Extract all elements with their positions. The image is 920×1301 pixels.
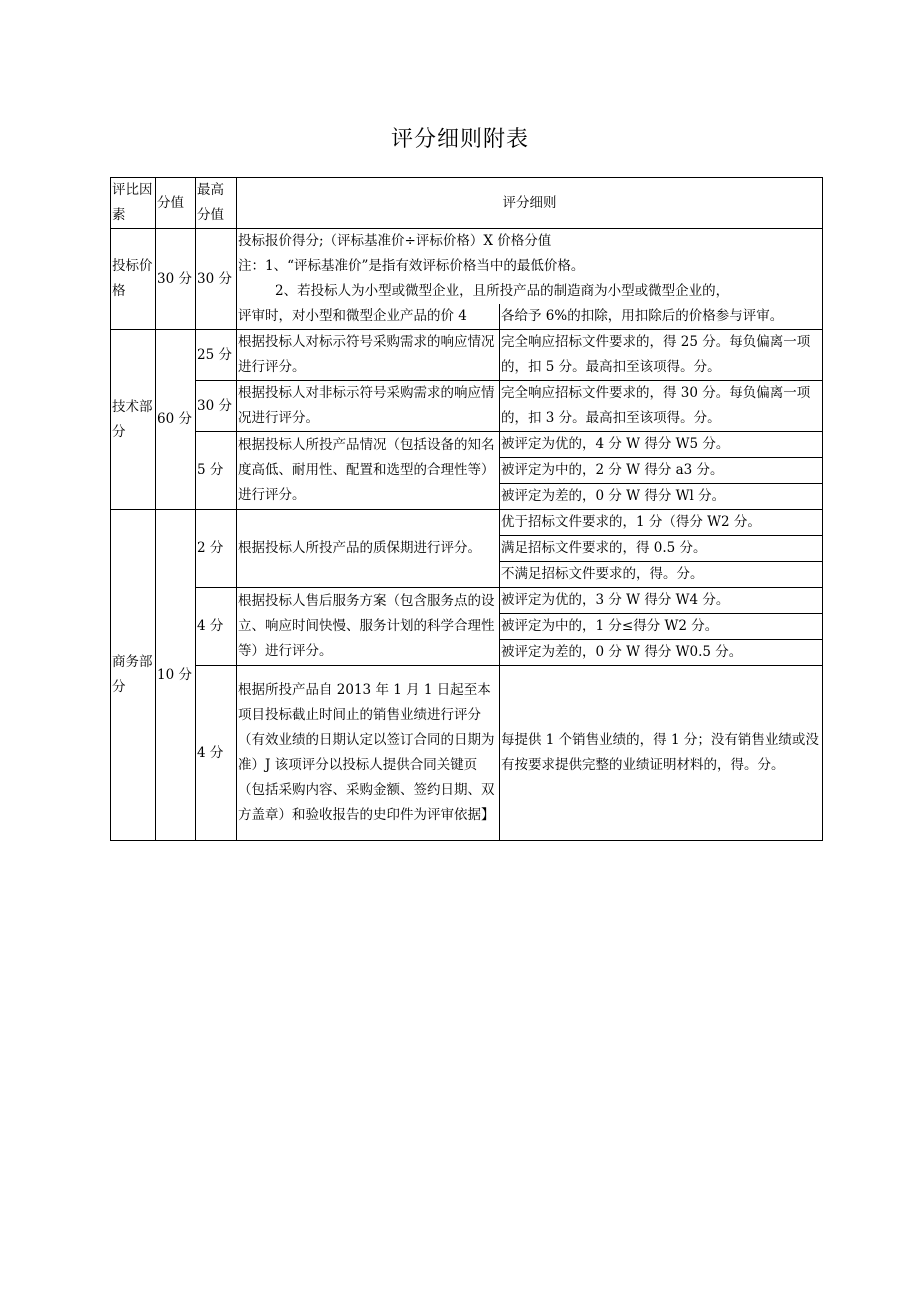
biz-rule-1c: 不满足招标文件要求的，得。分。: [500, 562, 823, 588]
tech-criterion-2: 根据投标人对非标示符号采购需求的响应情况进行评分。: [237, 381, 500, 432]
price-note-2: 2、若投标人为小型或微型企业，且所投产品的制造商为小型或微型企业的，: [275, 283, 730, 299]
tech-row-3a: [111, 432, 823, 458]
biz-rule-1a: 优于招标文件要求的，1 分（得分 W2 分。: [500, 510, 823, 536]
biz-max-3: 4 分: [196, 666, 237, 841]
biz-rule-2c: 被评定为差的，0 分 W 得分 W0.5 分。: [500, 640, 823, 666]
biz-score: 10 分: [156, 510, 196, 841]
price-max: 30 分: [196, 229, 237, 330]
tech-score: 60 分: [156, 330, 196, 510]
tech-max-3: 5 分: [196, 432, 237, 510]
price-note-3b: 各给予 6%的扣除，用扣除后的价格参与评审。: [500, 304, 823, 330]
tech-row-2: [111, 381, 823, 432]
price-note-3a: 评审时，对小型和微型企业产品的价 4: [237, 304, 500, 330]
biz-rule-2a: 被评定为优的，3 分 W 得分 W4 分。: [500, 588, 823, 614]
biz-max-2: 4 分: [196, 588, 237, 666]
price-note-1: 注：1、“评标基准价”是指有效评标价格当中的最低价格。: [238, 258, 585, 274]
price-factor: 投标价格: [111, 229, 156, 330]
tech-max-1: 25 分: [196, 330, 237, 381]
header-detail: 评分细则: [237, 178, 823, 229]
tech-criterion-1: 根据投标人对标示符号采购需求的响应情况进行评分。: [237, 330, 500, 381]
header-factor: 评比因素: [111, 178, 156, 229]
biz-row-1a: [111, 510, 823, 536]
tech-factor: 技术部分: [111, 330, 156, 510]
biz-rule-3: 每提供 1 个销售业绩的，得 1 分；没有销售业绩或没有按要求提供完整的业绩证明材料的，得。分。: [500, 666, 823, 841]
biz-row-3: [111, 666, 823, 841]
tech-rule-2: 完全响应招标文件要求的，得 30 分。每负偏离一项的，扣 3 分。最高扣至该项得。分。: [500, 381, 823, 432]
price-row: [111, 229, 823, 305]
tech-rule-1: 完全响应招标文件要求的，得 25 分。每负偏离一项的，扣 5 分。最高扣至该项得。分。: [500, 330, 823, 381]
scoring-table: [110, 177, 823, 841]
biz-rule-1b: 满足招标文件要求的，得 0.5 分。: [500, 536, 823, 562]
biz-criterion-2: 根据投标人售后服务方案（包含服务点的设立、响应时间快慢、服务计划的科学合理性等）进行评分。: [237, 588, 500, 666]
biz-rule-2b: 被评定为中的，1 分≤得分 W2 分。: [500, 614, 823, 640]
header-score: 分值: [156, 178, 196, 229]
biz-factor: 商务部分: [111, 510, 156, 841]
tech-rule-3b: 被评定为中的，2 分 W 得分 a3 分。: [500, 458, 823, 484]
biz-row-2a: [111, 588, 823, 614]
biz-criterion-3: 根据所投产品自 2013 年 1 月 1 日起至本项目投标截止时间止的销售业绩进行评分（有效业绩的日期认定以签订合同的日期为准）J 该项评分以投标人提供合同关键页（包括采购内容、采购金额、签约日期、双方盖章）和验收报告的史印件为评审依据】: [237, 666, 500, 841]
price-score: 30 分: [156, 229, 196, 330]
header-max: 最高分值: [196, 178, 237, 229]
biz-max-1: 2 分: [196, 510, 237, 588]
tech-row-1: [111, 330, 823, 381]
tech-max-2: 30 分: [196, 381, 237, 432]
price-formula-cell: [237, 229, 823, 305]
page-title: 评分细则附表: [390, 127, 529, 152]
tech-criterion-3: 根据投标人所投产品情况（包括设备的知名度高低、耐用性、配置和选型的合理性等）进行评分。: [237, 432, 500, 510]
header-row: [111, 178, 823, 229]
tech-rule-3c: 被评定为差的，0 分 W 得分 Wl 分。: [500, 484, 823, 510]
biz-criterion-1: 根据投标人所投产品的质保期进行评分。: [237, 510, 500, 588]
price-formula: 投标报价得分;（评标基准价÷评标价格）X 价格分值: [238, 233, 552, 249]
tech-rule-3a: 被评定为优的，4 分 W 得分 W5 分。: [500, 432, 823, 458]
